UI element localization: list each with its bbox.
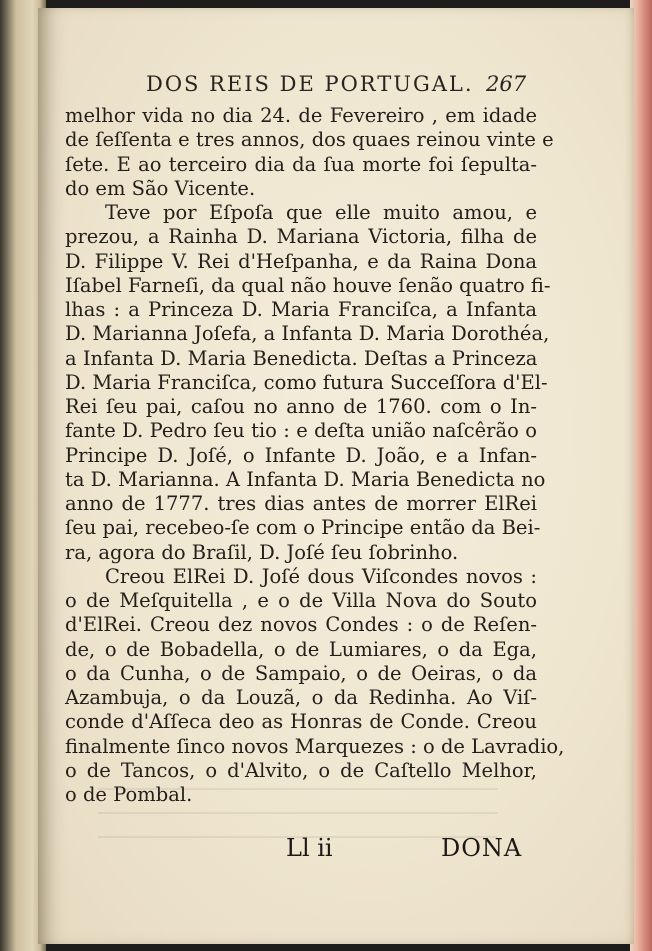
text-line: D. Marianna Joſefa, a Infanta D. Maria Dorothéa,: [65, 322, 550, 346]
running-head-title: DOS REIS DE PORTUGAL.: [146, 72, 474, 96]
text-line: do em São Vicente.: [65, 176, 256, 200]
text-line: d'ElRei. Creou dez novos Condes : o de Reſen-: [65, 613, 537, 637]
text-line: Azambuja, o da Louzã, o da Redinha. Ao Viſ-: [65, 686, 537, 709]
book-page: [38, 8, 634, 944]
signature-mark: Ll ii: [286, 834, 333, 862]
catchword: DONA: [441, 834, 523, 862]
text-line: o de Pombal.: [65, 783, 193, 806]
text-line: a Infanta D. Maria Benedicta. Deſtas a Princeza: [65, 346, 538, 370]
text-line: de ſeſſenta e tres annos, dos quaes reinou vinte e: [65, 128, 554, 152]
body-text: [65, 104, 565, 807]
text-line: Rei ſeu pai, caſou no anno de 1760. com o In-: [65, 395, 537, 418]
text-line: ra, agora do Braſil, D. Joſé ſeu ſobrinho.: [65, 540, 459, 564]
text-line: o de Tancos, o d'Alvito, o de Caſtello Melhor,: [65, 758, 537, 782]
text-line: prezou, a Rainha D. Mariana Victoria, filha de: [65, 225, 537, 249]
text-line: conde d'Aſſeca deo as Honras de Conde. Creou: [65, 710, 537, 734]
text-line: ta D. Marianna. A Infanta D. Maria Benedicta no: [65, 467, 546, 491]
text-line: fante D. Pedro ſeu tio : e deſta união naſcêrão o: [65, 419, 537, 443]
text-line: D. Maria Franciſca, como futura Succeſſora d'El-: [65, 370, 548, 394]
text-line: ſete. E ao terceiro dia da ſua morte foi ſepulta-: [65, 152, 537, 176]
text-line: melhor vida no dia 24. de Fevereiro , em idade: [65, 104, 537, 127]
text-line: Iſabel Farneſi, da qual não houve ſenão quatro fi-: [65, 273, 551, 297]
text-line: Creou ElRei D. Joſé dous Viſcondes novos :: [105, 564, 537, 588]
text-line: de, o de Bobadella, o de Lumiares, o da Ega,: [65, 637, 537, 661]
text-line: o de Meſquitella , e o de Villa Nova do Souto: [65, 589, 537, 612]
text-line: o da Cunha, o de Sampaio, o de Oeiras, o da: [65, 661, 537, 685]
text-line: ſeu pai, recebeo-ſe com o Principe então da Bei-: [65, 516, 541, 540]
text-line: Teve por Eſpoſa que elle muito amou, e: [105, 201, 537, 224]
text-line: finalmente ſinco novos Marquezes : o de Lavradio,: [65, 734, 565, 758]
text-line: lhas : a Princeza D. Maria Franciſca, a Infanta: [65, 298, 537, 321]
text-line: D. Filippe V. Rei d'Heſpanha, e da Raina Dona: [65, 249, 537, 273]
text-line: anno de 1777. tres dias antes de morrer ElRei: [65, 492, 537, 515]
running-head: [38, 72, 634, 102]
text-line: Principe D. Joſé, o Infante D. João, e a Infan-: [65, 443, 537, 467]
page-number: 267: [486, 72, 527, 96]
